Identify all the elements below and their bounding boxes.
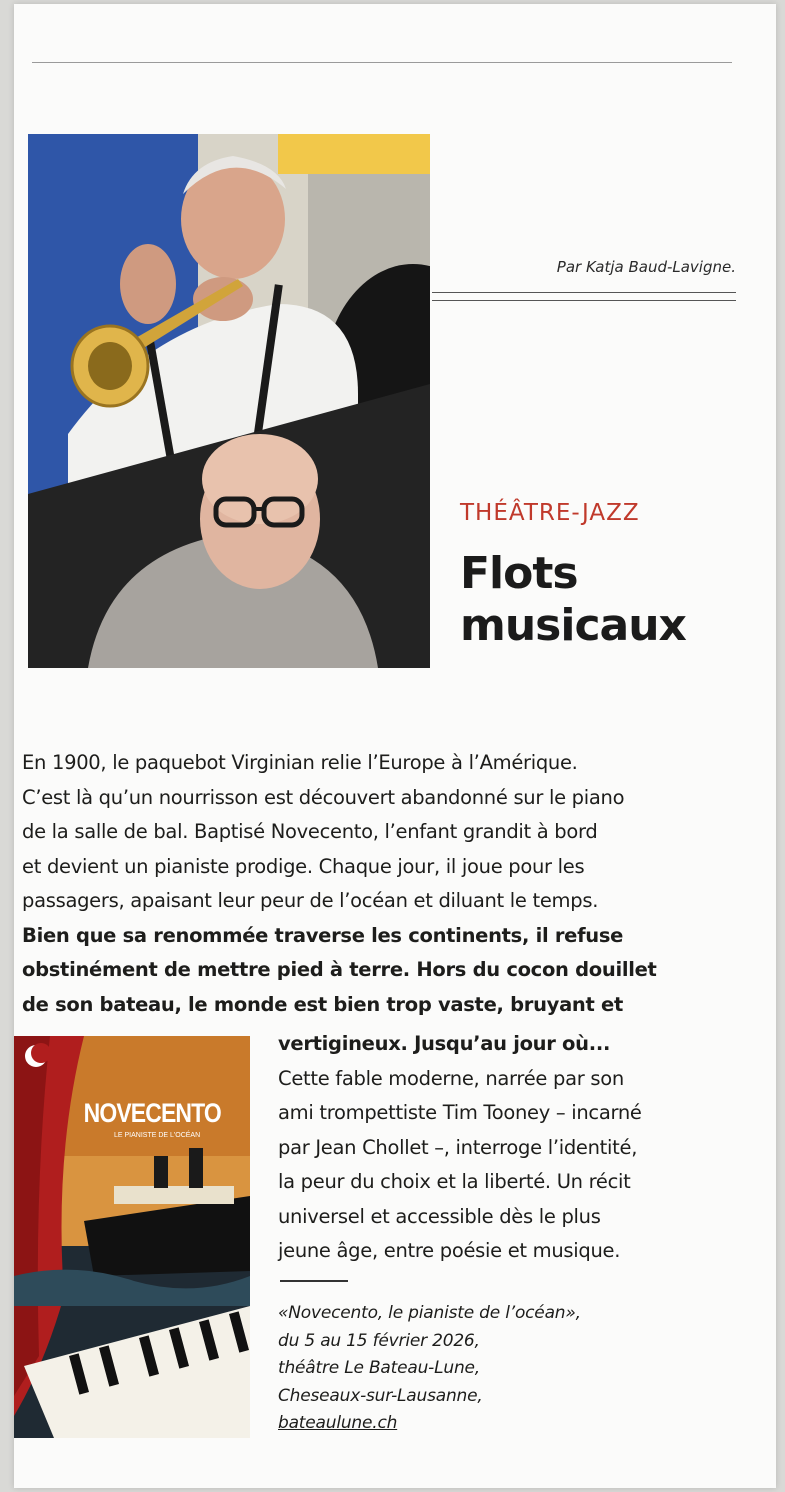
- body-line: passagers, apaisant leur peur de l’océan et diluant le temps.: [22, 889, 599, 912]
- poster-title: NOVECENTO: [83, 1098, 221, 1128]
- event-website-link[interactable]: bateaulune.ch: [278, 1413, 398, 1433]
- body-line-bold: Bien que sa renommée traverse les continents, il refuse: [22, 923, 624, 947]
- event-dates: du 5 au 15 février 2026,: [278, 1330, 480, 1351]
- article-body: [22, 746, 767, 1022]
- body-line: de la salle de bal. Baptisé Novecento, l’enfant grandit à bord: [22, 820, 598, 843]
- body-line: Cette fable moderne, narrée par son: [278, 1066, 624, 1090]
- event-city: Cheseaux-sur-Lausanne,: [278, 1385, 483, 1406]
- body-line-bold: obstinément de mettre pied à terre. Hors du cocon douillet: [22, 958, 657, 981]
- body-line: ami trompettiste Tim Tooney – incarné: [278, 1101, 642, 1124]
- section-kicker: THÉÂTRE-JAZZ: [460, 500, 640, 526]
- title-line: Flots: [460, 548, 578, 599]
- body-line-bold: vertigineux. Jusqu’au jour où...: [278, 1032, 611, 1055]
- body-line: En 1900, le paquebot Virginian relie l’Europe à l’Amérique.: [22, 751, 578, 774]
- body-line-bold: de son bateau, le monde est bien trop vaste, bruyant et: [22, 992, 623, 1016]
- poster-illustration: [14, 1036, 250, 1438]
- body-line: universel et accessible dès le plus: [278, 1204, 601, 1228]
- body-line: la peur du choix et la liberté. Un récit: [278, 1170, 631, 1193]
- article-title: [460, 548, 760, 652]
- body-line: par Jean Chollet –, interroge l’identité,: [278, 1135, 638, 1159]
- show-poster: [14, 1036, 250, 1438]
- body-line: C’est là qu’un nourrisson est découvert abandonné sur le piano: [22, 785, 625, 809]
- body-line: et devient un pianiste prodige. Chaque jour, il joue pour les: [22, 854, 585, 878]
- event-venue: théâtre Le Bateau-Lune,: [278, 1358, 480, 1378]
- byline: Par Katja Baud-Lavigne.: [556, 258, 736, 276]
- title-line: musicaux: [460, 600, 686, 651]
- body-line: jeune âge, entre poésie et musique.: [278, 1239, 621, 1262]
- info-divider: [280, 1280, 348, 1282]
- photo-illustration: [28, 134, 430, 668]
- event-info: [278, 1300, 748, 1438]
- top-divider: [32, 62, 732, 63]
- poster-subtitle: LE PIANISTE DE L'OCÉAN: [114, 1132, 201, 1139]
- article-body-column: [278, 1027, 748, 1269]
- byline-divider: [432, 292, 736, 293]
- event-title: «Novecento, le pianiste de l’océan»,: [278, 1303, 581, 1323]
- article-photo: [28, 134, 430, 668]
- byline-divider-secondary: [432, 300, 736, 301]
